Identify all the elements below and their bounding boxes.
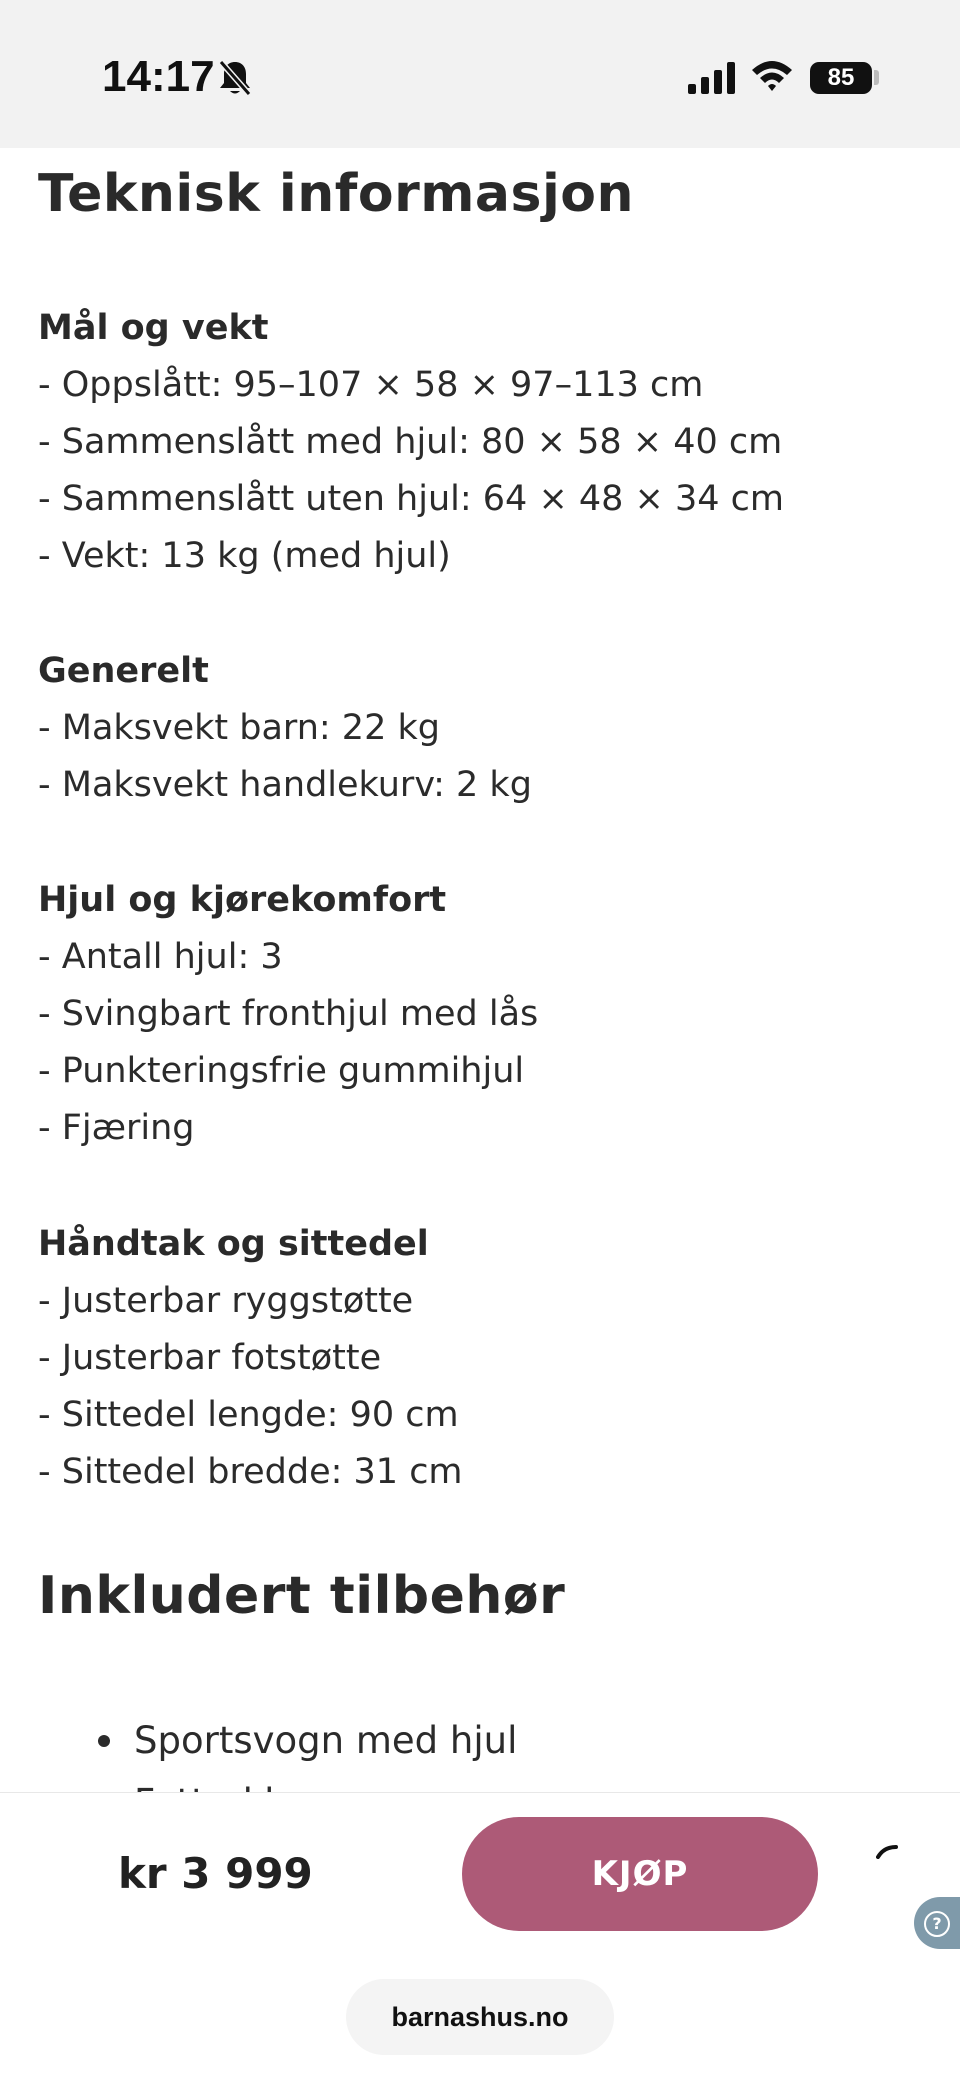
spec-line: - Fjæring [38, 1108, 195, 1148]
spec-line: - Justerbar ryggstøtte [38, 1281, 414, 1321]
spec-line: - Oppslått: 95–107 × 58 × 97–113 cm [38, 365, 704, 405]
buy-button[interactable]: KJØP [462, 1817, 818, 1931]
spec-line: - Svingbart fronthjul med lås [38, 994, 539, 1034]
status-bar [0, 0, 960, 148]
spec-line: - Vekt: 13 kg (med hjul) [38, 536, 451, 576]
address-bar[interactable]: barnashus.no [346, 1979, 614, 2055]
spec-group-title: Mål og vekt [38, 308, 269, 348]
bell-slash-icon [216, 58, 254, 98]
spec-line: - Maksvekt handlekurv: 2 kg [38, 765, 532, 805]
spec-line: - Maksvekt barn: 22 kg [38, 708, 440, 748]
spec-line: - Sammenslått uten hjul: 64 × 48 × 34 cm [38, 479, 785, 519]
accessories-heading: Inkludert tilbehør [38, 1566, 566, 1626]
spec-group-dimensions [38, 300, 784, 585]
spec-line: - Sammenslått med hjul: 80 × 58 × 40 cm [38, 422, 783, 462]
spec-group-title: Hjul og kjørekomfort [38, 880, 447, 920]
spec-line: - Justerbar fotstøtte [38, 1338, 382, 1378]
help-button[interactable] [914, 1897, 960, 1949]
spec-group-handle-seat [38, 1216, 463, 1501]
product-price: kr 3 999 [118, 1849, 313, 1898]
spec-group-general [38, 643, 532, 814]
spec-line: - Sittedel lengde: 90 cm [38, 1395, 459, 1435]
edge-indicator-icon [876, 1845, 898, 1859]
spec-group-title: Håndtak og sittedel [38, 1224, 429, 1264]
battery-icon: 85 [810, 62, 872, 94]
list-item: Sportsvogn med hjul [98, 1710, 517, 1772]
technical-info-heading: Teknisk informasjon [38, 164, 635, 224]
spec-line: - Punkteringsfrie gummihjul [38, 1051, 525, 1091]
signal-icon [688, 62, 736, 94]
spec-group-wheels [38, 872, 538, 1157]
battery-tip [874, 70, 879, 85]
spec-group-title: Generelt [38, 651, 209, 691]
wifi-icon [750, 58, 794, 94]
help-icon: ? [924, 1911, 950, 1937]
spec-line: - Sittedel bredde: 31 cm [38, 1452, 463, 1492]
status-time: 14:17 [102, 52, 215, 101]
spec-line: - Antall hjul: 3 [38, 937, 283, 977]
buy-bar [0, 1792, 960, 2088]
